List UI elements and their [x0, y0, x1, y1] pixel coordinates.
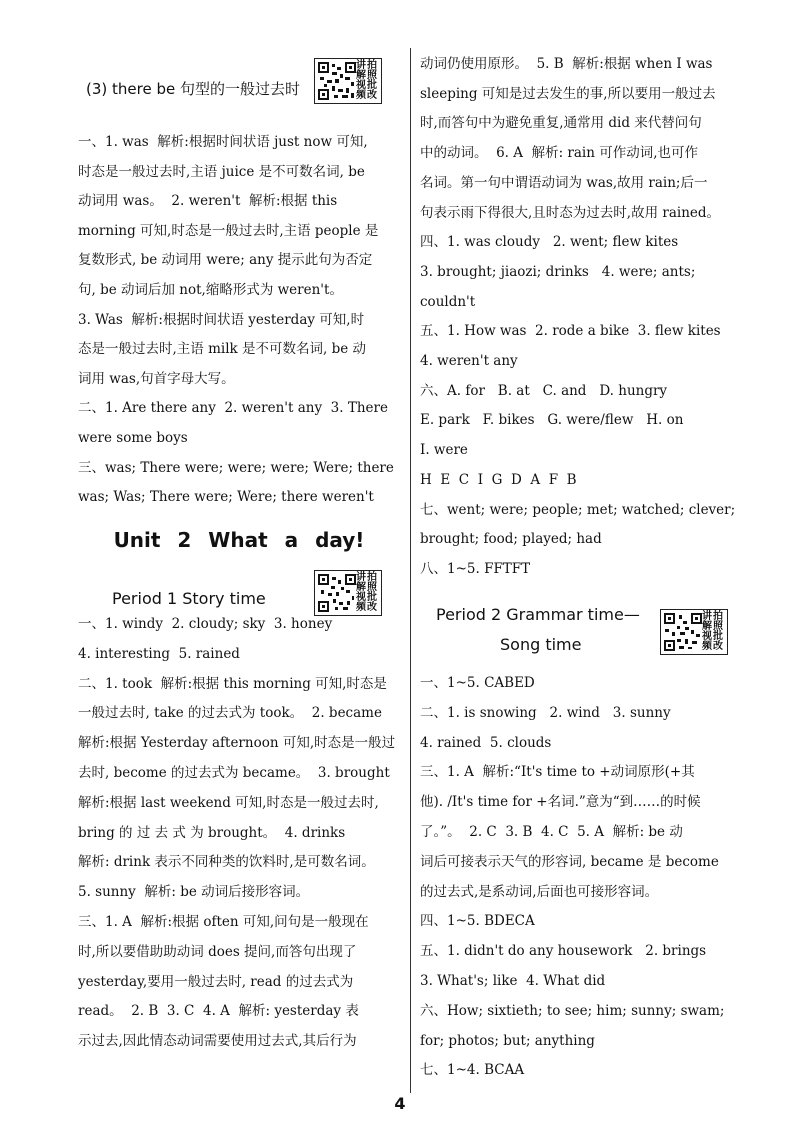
answer-line-text: 动词仍使用原形。 5. B 解析:根据 when I was — [420, 56, 713, 72]
answer-line-text: 解析:根据 Yesterday afternoon 可知,时态是一般过 — [78, 735, 396, 752]
answer-line — [78, 400, 400, 416]
qr-code-icon — [664, 613, 702, 651]
answer-line-text: 4. interesting 5. rained — [78, 645, 240, 662]
answer-line — [420, 323, 742, 339]
answer-line-text: were some boys — [78, 430, 188, 446]
answer-line — [420, 943, 742, 959]
answer-line-text: yesterday,要用一般过去时, read 的过去式为 — [78, 973, 354, 990]
answer-line — [420, 973, 742, 989]
answer-line — [420, 294, 742, 310]
answer-line — [420, 735, 742, 751]
answer-line-text: morning 可知,时态是一般过去时,主语 people 是 — [78, 222, 379, 239]
answer-line — [420, 1003, 742, 1019]
answer-line-text: 七、went; were; people; met; watched; clever; — [420, 501, 736, 518]
answer-line — [420, 353, 742, 369]
answer-line-text: 三、1. A 解析:“It's time to +动词原形(+其 — [420, 764, 695, 781]
answer-line — [420, 794, 742, 810]
answer-line — [420, 86, 742, 102]
answer-line-text: 解析: drink 表示不同种类的饮料时,是可数名词。 — [78, 854, 375, 871]
answer-line — [420, 115, 742, 131]
answer-line — [420, 234, 742, 250]
answer-line — [420, 705, 742, 721]
answer-line — [78, 1033, 400, 1049]
qr-code[interactable] — [660, 609, 728, 655]
period-2-subtitle: Song time — [500, 635, 582, 654]
answer-line-text: 5. sunny 解析: be 动词后接形容词。 — [78, 884, 310, 901]
answer-line — [420, 442, 742, 458]
qr-code[interactable] — [314, 570, 382, 616]
answer-line-text: 时,而答句中为避免重复,通常用 did 来代替问句 — [420, 115, 702, 132]
answer-line — [420, 472, 742, 488]
answer-line — [78, 616, 400, 632]
answer-line-text: 七、1~4. BCAA — [420, 1062, 525, 1079]
answer-line-text: 六、A. for B. at C. and D. hungry — [420, 382, 668, 399]
answer-line-text: 二、1. Are there any 2. weren't any 3. There — [78, 400, 388, 417]
answer-line — [420, 145, 742, 161]
answer-line-text: bring 的 过 去 式 为 brought。 4. drinks — [78, 824, 346, 841]
answer-line — [78, 974, 400, 990]
answer-line-text: 去时, become 的过去式为 became。 3. brought — [78, 765, 390, 781]
answer-line — [78, 854, 400, 870]
answer-line-text: 复数形式, be 动词用 were; any 提示此句为否定 — [78, 252, 373, 269]
answer-line-text: 解析:根据 last weekend 可知,时态是一般过去时, — [78, 794, 379, 811]
answer-line — [420, 205, 742, 221]
answer-line — [78, 252, 400, 268]
answer-line — [78, 371, 400, 387]
answer-line-text: 词后可接表示天气的形容词, became 是 become — [420, 853, 719, 870]
answer-line-text: I. were — [420, 442, 468, 459]
answer-line — [420, 913, 742, 929]
answer-line — [420, 1062, 742, 1078]
answer-line-text: 中的动词。 6. A 解析: rain 可作动词,也可作 — [420, 145, 699, 162]
answer-line — [78, 705, 400, 721]
answer-line — [78, 676, 400, 692]
answer-line — [420, 56, 742, 72]
answer-line-text: 一、1. windy 2. cloudy; sky 3. honey — [78, 616, 333, 632]
answer-line-text: 三、1. A 解析:根据 often 可知,问句是一般现在 — [78, 914, 369, 930]
answer-line-text: 五、1. didn't do any housework 2. brings — [420, 943, 707, 960]
answer-line — [78, 884, 400, 900]
answer-line — [78, 341, 400, 357]
answer-line — [78, 193, 400, 209]
qr-label: 讲拍解照视批频改 — [702, 611, 724, 652]
answer-line — [78, 914, 400, 930]
answer-line — [420, 561, 742, 577]
answer-line-text: 他). /It's time for +名词.”意为“到……的时候 — [420, 794, 701, 811]
answer-line-text: 3. Was 解析:根据时间状语 yesterday 可知,时 — [78, 311, 365, 328]
answer-line-text: 八、1~5. FFTFT — [420, 560, 531, 577]
answer-line — [78, 134, 400, 150]
answer-line-text: 一般过去时, take 的过去式为 took。 2. became — [78, 705, 382, 722]
answer-line-text: 动词用 was。 2. weren't 解析:根据 this — [78, 193, 338, 210]
answer-line — [420, 264, 742, 280]
qr-label: 讲拍解照视批频改 — [356, 60, 378, 101]
answer-line — [78, 1003, 400, 1019]
answer-line — [420, 531, 742, 547]
answer-line-text: for; photos; but; anything — [420, 1032, 595, 1049]
answer-line-text: 3. brought; jiaozi; drinks 4. were; ants; — [420, 263, 696, 280]
answer-line-text: H E C I G D A F B — [420, 471, 577, 488]
answer-line — [78, 164, 400, 180]
answer-line — [420, 502, 742, 518]
answer-line-text: 句表示雨下得很大,且时态为过去时,故用 rained。 — [420, 204, 721, 221]
qr-code[interactable] — [314, 58, 382, 104]
answer-line — [78, 735, 400, 751]
answer-line — [78, 944, 400, 960]
answer-line-text: 词用 was,句首字母大写。 — [78, 370, 235, 387]
answer-line-text: 时,所以要借助助动词 does 提问,而答句出现了 — [78, 943, 357, 960]
answer-line — [420, 383, 742, 399]
qr-label: 讲拍解照视批频改 — [356, 572, 378, 613]
answer-line-text: 四、1~5. BDECA — [420, 913, 535, 930]
answer-line-text: read。 2. B 3. C 4. A 解析: yesterday 表 — [78, 1003, 359, 1020]
answer-line-text: E. park F. bikes G. were/flew H. on — [420, 412, 684, 429]
answer-line — [78, 646, 400, 662]
answer-line-text: 句, be 动词后加 not,缩略形式为 weren't。 — [78, 282, 343, 298]
answer-line — [420, 764, 742, 780]
answer-line-text: couldn't — [420, 293, 476, 310]
answer-line — [78, 223, 400, 239]
answer-line-text: 了。”。 2. C 3. B 4. C 5. A 解析: be 动 — [420, 824, 683, 840]
answer-line-text: 四、1. was cloudy 2. went; flew kites — [420, 234, 679, 251]
period-1-title: Period 1 Story time — [112, 589, 266, 608]
answer-line-text: 二、1. is snowing 2. wind 3. sunny — [420, 704, 671, 721]
answer-line-text: 示过去,因此情态动词需要使用过去式,其后行为 — [78, 1033, 357, 1050]
answer-line-text: 3. What's; like 4. What did — [420, 973, 606, 989]
answer-line — [78, 430, 400, 446]
answer-line-text: 六、How; sixtieth; to see; him; sunny; swam; — [420, 1002, 725, 1019]
answer-line-text: 一、1. was 解析:根据时间状语 just now 可知, — [78, 134, 368, 150]
qr-code-icon — [318, 62, 356, 100]
answer-line — [78, 489, 400, 505]
answer-line-text: 二、1. took 解析:根据 this morning 可知,时态是 — [78, 675, 387, 692]
answer-line — [78, 312, 400, 328]
answer-line — [420, 1033, 742, 1049]
answer-line-text: brought; food; played; had — [420, 531, 602, 548]
answer-line-text: 五、1. How was 2. rode a bike 3. flew kites — [420, 323, 721, 340]
answer-line-text: 三、was; There were; were; were; Were; there — [78, 459, 394, 476]
page-number: 4 — [394, 1094, 406, 1113]
answer-line — [78, 825, 400, 841]
section-title: (3) there be 句型的一般过去时 — [86, 80, 300, 98]
answer-line — [420, 884, 742, 900]
answer-line — [420, 854, 742, 870]
answer-line — [420, 412, 742, 428]
answer-line — [420, 175, 742, 191]
answer-line — [420, 824, 742, 840]
answer-line — [420, 675, 742, 691]
answer-line-text: 的过去式,是系动词,后面也可接形容词。 — [420, 883, 659, 900]
answer-line — [78, 460, 400, 476]
answer-line-text: sleeping 可知是过去发生的事,所以要用一般过去 — [420, 85, 716, 102]
answer-line — [78, 765, 400, 781]
column-divider — [410, 48, 411, 1093]
answer-line-text: 一、1~5. CABED — [420, 675, 535, 691]
qr-code-icon — [318, 574, 356, 612]
answer-line-text: 态是一般过去时,主语 milk 是不可数名词, be 动 — [78, 341, 366, 358]
answer-line-text: 4. weren't any — [420, 353, 518, 369]
unit-title: Unit 2 What a day! — [113, 528, 365, 552]
answer-line-text: 名词。第一句中谓语动词为 was,故用 rain;后一 — [420, 174, 708, 191]
answer-line-text: was; Was; There were; Were; there weren't — [78, 489, 374, 506]
answer-line-text: 4. rained 5. clouds — [420, 734, 552, 751]
answer-line-text: 时态是一般过去时,主语 juice 是不可数名词, be — [78, 163, 365, 180]
period-2-title: Period 2 Grammar time— — [436, 605, 640, 624]
answer-line — [78, 795, 400, 811]
answer-line — [78, 282, 400, 298]
